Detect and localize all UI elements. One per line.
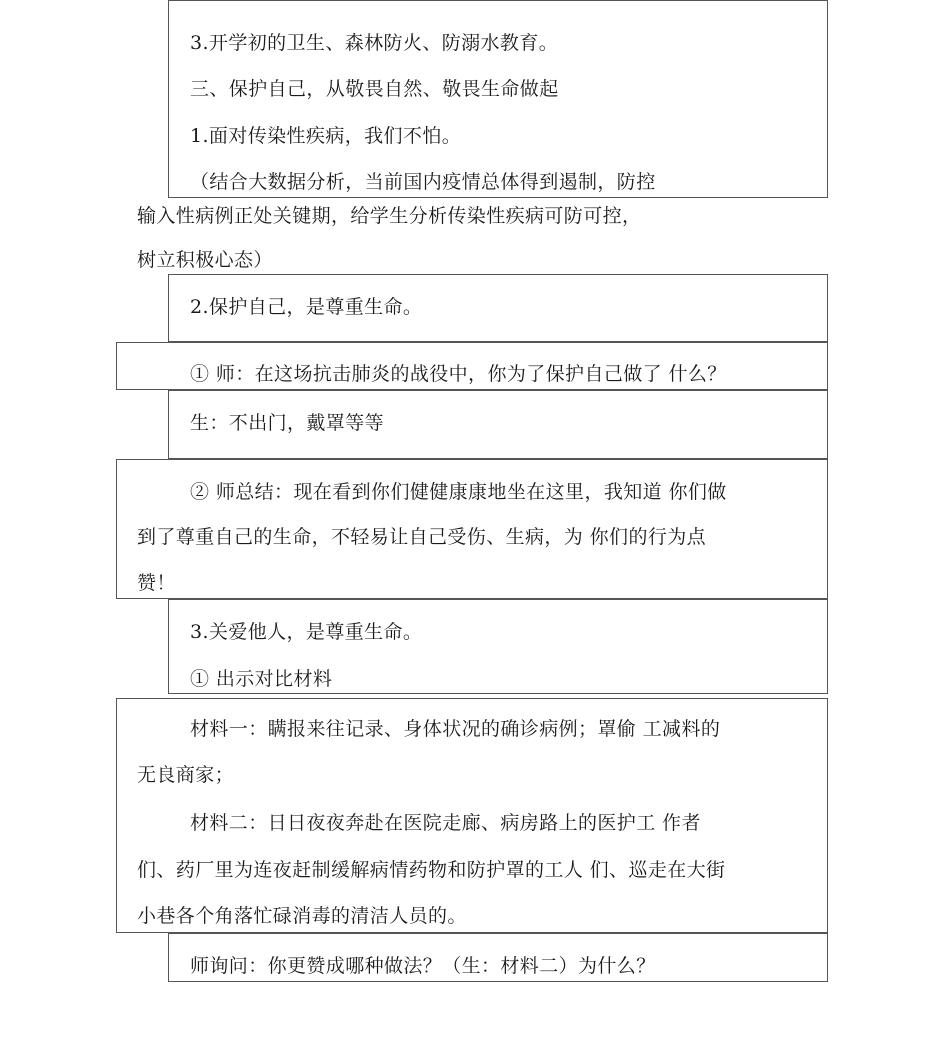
summary-line-3: 赞！	[137, 572, 176, 594]
teacher-ask: 师询问：你更赞成哪种做法？（生：材料二）为什么？	[190, 955, 656, 977]
material2-line-3: 小巷各个角落忙碌消毒的清洁人员的。	[137, 905, 467, 927]
teacher-question-1: ① 师：在这场抗击肺炎的战役中，你为了保护自己做了 什么？	[190, 363, 727, 385]
summary-line-1: ② 师总结：现在看到你们健健康康地坐在这里，我知道 你们做	[190, 481, 727, 503]
material2-line-2: 们、药厂里为连夜赶制缓解病情药物和防护罩的工人 们、巡走在大街	[137, 859, 726, 881]
material1-line-2: 无良商家；	[137, 764, 235, 786]
note-line-1: （结合大数据分析，当前国内疫情总体得到遏制，防控	[190, 171, 656, 193]
show-material: ① 出示对比材料	[190, 668, 333, 690]
note-line-2: 输入性病例正处关键期，给学生分析传染性疾病可防可控，	[137, 205, 642, 227]
summary-line-2: 到了尊重自己的生命，不轻易让自己受伤、生病，为 你们的行为点	[137, 526, 707, 548]
section3-heading: 三、保护自己，从敬畏自然、敬畏生命做起	[190, 78, 559, 100]
section3-item2: 2.保护自己，是尊重生命。	[190, 296, 423, 318]
section3-item1: 1.面对传染性疾病，我们不怕。	[190, 125, 462, 147]
section3-item3: 3.关爱他人，是尊重生命。	[190, 621, 423, 643]
material2-line-1: 材料二：日日夜夜奔赴在医院走廊、病房路上的医护工 作者	[190, 812, 701, 834]
note-line-3: 树立积极心态）	[137, 249, 273, 271]
section1-item3: 3.开学初的卫生、森林防火、防溺水教育。	[190, 32, 559, 54]
material1-line-1: 材料一：瞒报来往记录、身体状况的确诊病例；罩偷 工减料的	[190, 718, 721, 740]
student-answer-1: 生：不出门，戴罩等等	[190, 412, 385, 434]
